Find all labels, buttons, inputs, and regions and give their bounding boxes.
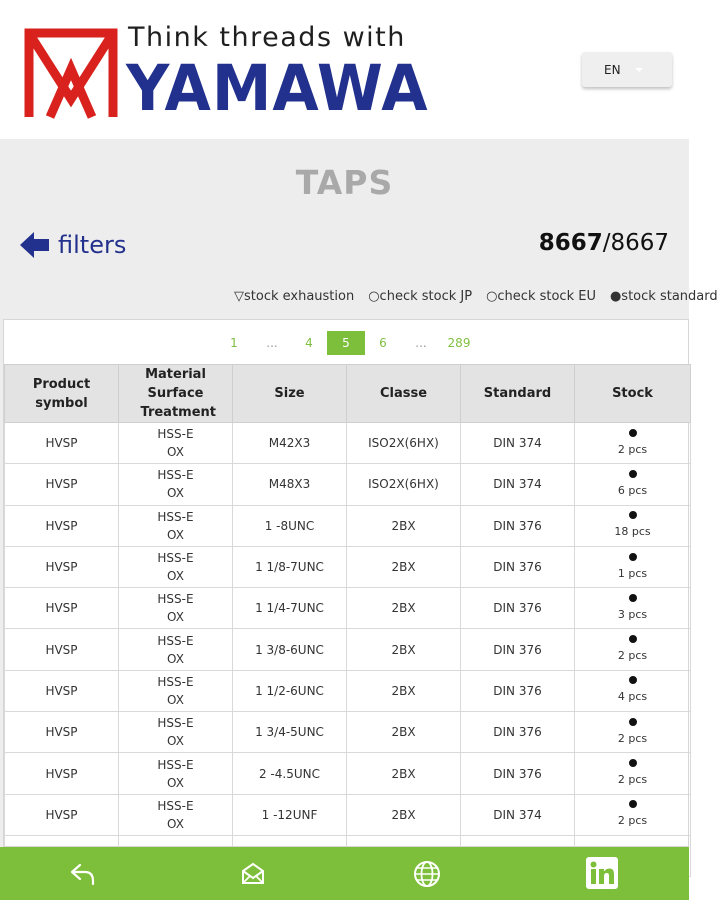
page-link[interactable]: 6: [379, 336, 387, 350]
cell-material: [119, 546, 233, 587]
products-table: [4, 364, 691, 877]
cell-stock: [575, 588, 691, 629]
treatment-label: OX: [167, 569, 184, 584]
cell-size: 1 -8UNC: [233, 505, 347, 546]
cell-product-symbol: HVSP: [5, 794, 119, 835]
cell-standard: DIN 376: [461, 505, 575, 546]
cell-stock: [575, 794, 691, 835]
cell-classe: 2BX: [347, 794, 461, 835]
cell-material: [119, 753, 233, 794]
treatment-label: OX: [167, 775, 184, 790]
filters-button[interactable]: [20, 231, 126, 259]
column-header[interactable]: Size: [233, 365, 347, 423]
cell-material: [119, 629, 233, 670]
material-label: HSS-E: [157, 798, 194, 813]
filters-label: filters: [58, 231, 127, 259]
cell-product-symbol: HVSP: [5, 423, 119, 464]
table-row[interactable]: [5, 712, 691, 753]
legend-item: ▽stock exhaustion: [234, 289, 355, 304]
cell-classe: 2BX: [347, 588, 461, 629]
cell-product-symbol: HVSP: [5, 588, 119, 629]
treatment-label: OX: [167, 610, 184, 625]
cell-product-symbol: HVSP: [5, 753, 119, 794]
stock-standard-icon: [629, 511, 637, 519]
material-label: HSS-E: [157, 716, 194, 731]
column-header[interactable]: [119, 365, 233, 423]
main-content: [0, 139, 718, 847]
cell-size: M48X3: [233, 464, 347, 505]
material-label: HSS-E: [157, 674, 194, 689]
legend-item: ●stock standard: [609, 289, 718, 304]
table-row[interactable]: [5, 753, 691, 794]
stock-standard-icon: [629, 429, 637, 437]
cell-standard: DIN 376: [461, 546, 575, 587]
globe-icon[interactable]: [412, 859, 442, 889]
column-header[interactable]: Standard: [461, 365, 575, 423]
table-header-row: [5, 365, 691, 423]
cell-standard: DIN 376: [461, 670, 575, 711]
arrow-left-icon: [20, 231, 50, 259]
legend-item: ○check stock JP: [368, 289, 473, 304]
cell-size: 1 3/4-5UNC: [233, 712, 347, 753]
cell-standard: DIN 376: [461, 629, 575, 670]
cell-product-symbol: HVSP: [5, 712, 119, 753]
stock-quantity: 6 pcs: [617, 483, 648, 497]
table-row[interactable]: [5, 423, 691, 464]
table-row[interactable]: [5, 629, 691, 670]
cell-classe: 2BX: [347, 505, 461, 546]
cell-stock: [575, 423, 691, 464]
cell-stock: [575, 546, 691, 587]
cell-size: 1 1/8-7UNC: [233, 546, 347, 587]
mail-icon[interactable]: [238, 859, 268, 889]
language-value: EN: [604, 62, 621, 77]
stock-quantity: 2 pcs: [617, 731, 648, 745]
cell-size: 1 -12UNF: [233, 794, 347, 835]
cell-stock: [575, 464, 691, 505]
page-link-active[interactable]: 5: [327, 331, 365, 355]
cell-size: 1 3/8-6UNC: [233, 629, 347, 670]
table-body: [5, 423, 691, 877]
cell-classe: 2BX: [347, 546, 461, 587]
count-shown: 8667: [538, 230, 603, 256]
back-icon[interactable]: [68, 859, 98, 889]
cell-material: [119, 588, 233, 629]
stock-quantity: 18 pcs: [614, 525, 651, 539]
page-ellipsis: ...: [266, 336, 278, 350]
stock-quantity: 2 pcs: [617, 649, 648, 663]
stock-standard-icon: [629, 718, 637, 726]
stock-quantity: 2 pcs: [617, 773, 648, 787]
cell-material: [119, 505, 233, 546]
cell-classe: ISO2X(6HX): [347, 464, 461, 505]
pagination: [4, 320, 690, 364]
cell-product-symbol: HVSP: [5, 670, 119, 711]
treatment-label: OX: [167, 816, 184, 831]
table-row[interactable]: [5, 464, 691, 505]
cell-size: 1 1/2-6UNC: [233, 670, 347, 711]
table-row[interactable]: [5, 588, 691, 629]
treatment-label: OX: [167, 734, 184, 749]
table-row[interactable]: [5, 794, 691, 835]
treatment-label: OX: [167, 651, 184, 666]
cell-stock: [575, 670, 691, 711]
stock-standard-icon: [629, 553, 637, 561]
material-label: HSS-E: [157, 592, 194, 607]
column-header-label: Material Surface Treatment: [140, 367, 216, 420]
cell-product-symbol: HVSP: [5, 505, 119, 546]
material-label: HSS-E: [157, 427, 194, 442]
page-title: TAPS: [295, 163, 394, 202]
material-label: HSS-E: [157, 633, 194, 648]
stock-quantity: 1 pcs: [617, 566, 648, 580]
page-link[interactable]: 289: [447, 336, 471, 350]
cell-classe: 2BX: [347, 670, 461, 711]
count-total: /8667: [602, 230, 669, 256]
stock-quantity: 3 pcs: [617, 607, 648, 621]
column-header[interactable]: Stock: [575, 365, 691, 423]
table-row[interactable]: [5, 670, 691, 711]
stock-quantity: 2 pcs: [617, 442, 648, 456]
cell-standard: DIN 374: [461, 423, 575, 464]
stock-standard-icon: [629, 635, 637, 643]
column-header[interactable]: Classe: [347, 365, 461, 423]
material-label: HSS-E: [157, 509, 194, 524]
cell-material: [119, 794, 233, 835]
cell-product-symbol: HVSP: [5, 464, 119, 505]
cell-classe: ISO2X(6HX): [347, 423, 461, 464]
material-label: HSS-E: [157, 551, 194, 566]
cell-product-symbol: HVSP: [5, 546, 119, 587]
chevron-down-icon: [635, 68, 643, 72]
cell-stock: [575, 629, 691, 670]
cell-standard: DIN 374: [461, 794, 575, 835]
tagline: Think threads with: [128, 22, 406, 53]
cell-material: [119, 464, 233, 505]
stock-legend: [234, 289, 718, 304]
treatment-label: OX: [167, 445, 184, 460]
cell-standard: DIN 376: [461, 712, 575, 753]
legend-item: ○check stock EU: [486, 289, 596, 304]
page-link[interactable]: 4: [305, 336, 313, 350]
language-select[interactable]: [582, 52, 672, 87]
cell-stock: [575, 753, 691, 794]
yamawa-logo-icon: [24, 27, 118, 119]
brand-name: YAMAWA: [126, 52, 429, 125]
products-panel: [3, 319, 689, 847]
table-row[interactable]: [5, 546, 691, 587]
cell-size: 1 1/4-7UNC: [233, 588, 347, 629]
treatment-label: OX: [167, 692, 184, 707]
cell-material: [119, 670, 233, 711]
cell-standard: DIN 374: [461, 464, 575, 505]
stock-standard-icon: [629, 800, 637, 808]
linkedin-icon[interactable]: [585, 856, 619, 890]
stock-standard-icon: [629, 676, 637, 684]
page-ellipsis: ...: [415, 336, 427, 350]
stock-standard-icon: [629, 594, 637, 602]
cell-classe: 2BX: [347, 712, 461, 753]
cell-product-symbol: HVSP: [5, 629, 119, 670]
cell-material: [119, 712, 233, 753]
app-header: [0, 0, 689, 139]
treatment-label: OX: [167, 527, 184, 542]
bottom-bar: [0, 847, 689, 900]
cell-size: M42X3: [233, 423, 347, 464]
stock-standard-icon: [629, 470, 637, 478]
stock-quantity: 2 pcs: [617, 814, 648, 828]
cell-material: [119, 423, 233, 464]
treatment-label: OX: [167, 486, 184, 501]
result-count: [539, 230, 669, 256]
column-header[interactable]: Product symbol: [5, 365, 119, 423]
cell-stock: [575, 712, 691, 753]
cell-size: 2 -4.5UNC: [233, 753, 347, 794]
stock-quantity: 4 pcs: [617, 690, 648, 704]
table-row[interactable]: [5, 505, 691, 546]
cell-stock: [575, 505, 691, 546]
material-label: HSS-E: [157, 468, 194, 483]
cell-classe: 2BX: [347, 629, 461, 670]
material-label: HSS-E: [157, 757, 194, 772]
page-link[interactable]: 1: [230, 336, 238, 350]
cell-standard: DIN 376: [461, 753, 575, 794]
cell-standard: DIN 376: [461, 588, 575, 629]
stock-standard-icon: [629, 759, 637, 767]
cell-classe: 2BX: [347, 753, 461, 794]
